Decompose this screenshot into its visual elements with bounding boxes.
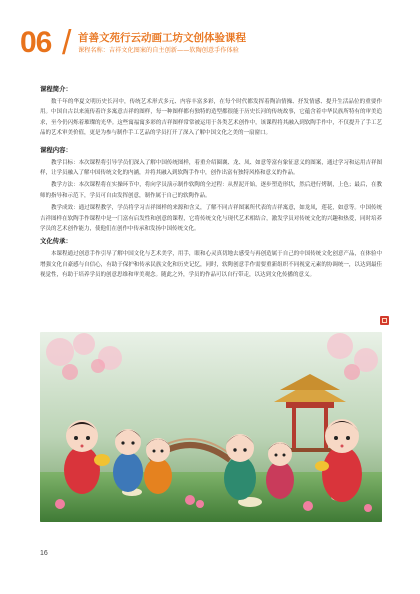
culture-paragraph: 本课程通过创意手作引导了解中国文化与艺术美学，用手，眼和心灵真切地去感受与再创造属于自己的中国传统文化创意产品，在体验中增强文化自豪感与自信心，有助于保护和传承民族文化和历史记忆，同时，软陶创意手作需要重新组织不同视觉元素的协调统一，以达到最佳视觉性，有助于培养学员的创意思维和审美观念。随此之外，学员的作品可以自行带走，以达到文化传播的意义。 <box>40 251 382 279</box>
intro-paragraph: 数千年的华夏文明历史长河中，传统艺术形式多元、内容丰富多彩，在每个时代都发挥着陶冶情操、抒发情感、提升生活品位的重要作用。中国自古以来流传着许多寓意吉祥的图样，每一种图样都有独特的造型都很能于历史长河的传统故事，它蕴含着中华民族所特有的审美追求，至今仍闪烁着璀璨的光华。这些寓福寓多彩的吉祥图样常常被运用于各类艺术创作中，该课程将其融入到软陶手作中，不仅提升了手工艺品的艺术审美价值，更是为参与制作手工艺品的学员打开了深入了解中国文化之美的一扇窗口。 <box>40 99 382 137</box>
page-number: 16 <box>40 550 48 557</box>
content-paragraph-method: 教学方法：本次课程将在实操环节中，将向学员演示制作软陶的全过程：从捏泥开始，逐步塑造形状，然后进行烤制，上色；最后，在教师的指导和示范下，学员可自由发挥创意，制作属于自己的软陶作品。 <box>40 182 382 199</box>
red-seal-icon <box>380 316 389 325</box>
content-paragraph-result: 教学成效：通过课程教学，学员将学习吉祥图样的来源和含义，了解不同吉祥图案所代表的吉祥寓意，如龙凤，莲花，如意等。中国传统吉祥图样在软陶手作课程中是一门富有启发性和创意的课程，它将传统文化与现代艺术相结合，激发学员对传统文化的兴趣和热爱，同时培养学员的艺术创作能力，使他们在创作中传承和发扬中国传统文化。 <box>40 205 382 233</box>
content-heading: 课程内容： <box>40 145 72 154</box>
page-header <box>20 26 410 70</box>
section-number: 06 <box>20 26 52 59</box>
article-body <box>40 84 382 283</box>
page-subtitle: 课程名称：吉祥文化图案的自主创新——软陶创意手作体验 <box>78 47 239 54</box>
page-title: 首善文苑行云动画工坊文创体验课程 <box>78 32 246 44</box>
intro-heading: 课程简介： <box>40 85 72 93</box>
culture-heading: 文化传承： <box>40 237 72 246</box>
section-slash: / <box>62 24 72 62</box>
content-paragraph-goal: 教学目标：本次课程将引导学员们深入了解中国传统图样，着重介绍圈襄、龙、凤、如意等富有象征意义的图案，通过学习和运用吉祥图样，让学员融入了解中国传统文化的内涵，并将其融入到软陶手作中，创作出富有独特风格和意义的作品。 <box>40 159 382 177</box>
clay-figurines-photo <box>40 332 382 522</box>
